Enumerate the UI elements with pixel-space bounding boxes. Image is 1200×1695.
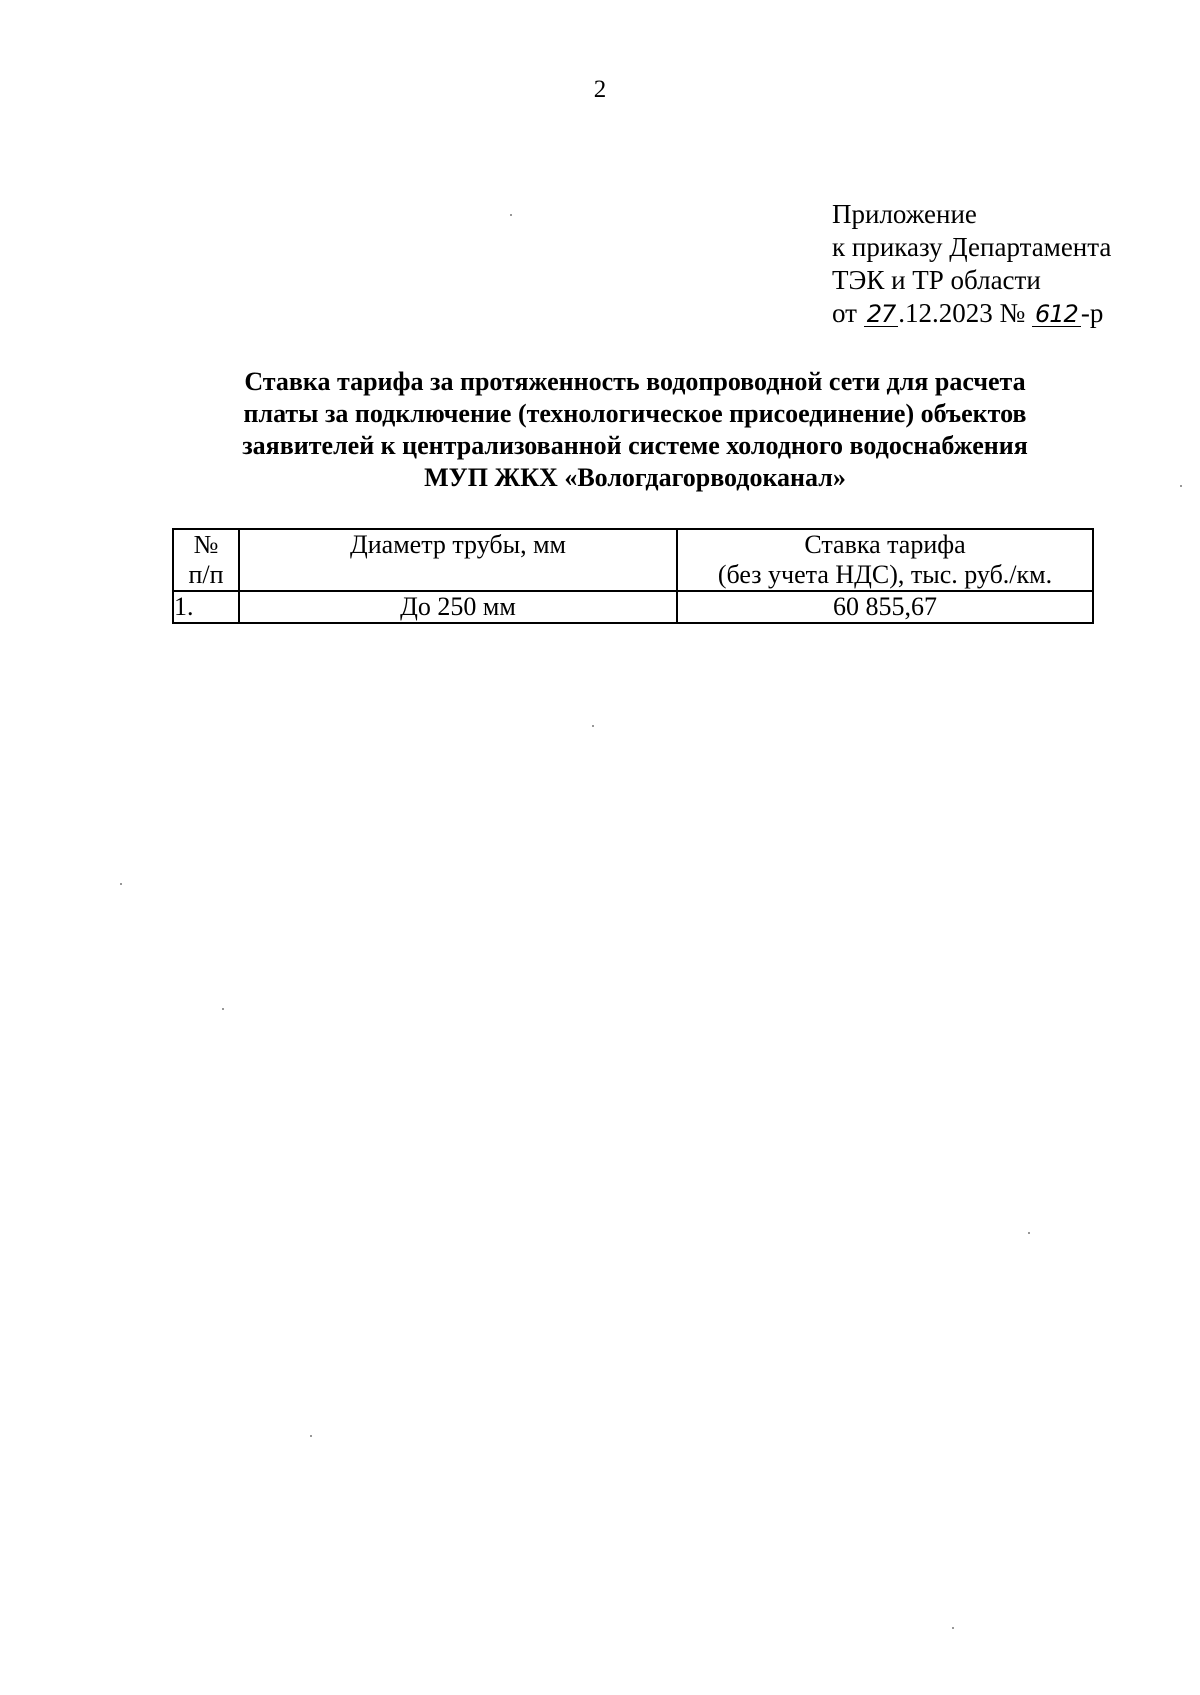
annex-line-1: Приложение [832,199,977,229]
row-rate: 60 855,67 [677,591,1093,623]
title-line-3: заявителей к централизованной системе холодного водоснабжения [242,431,1028,460]
date-prefix: от [832,298,857,328]
annex-line-2: к приказу Департамента [832,232,1112,262]
annex-line-3: ТЭК и ТР области [832,265,1041,295]
scan-speck [120,883,122,885]
title-line-2: платы за подключение (технологическое присоединение) объектов [243,399,1027,428]
order-suffix: -р [1080,298,1104,328]
scan-speck [510,214,512,216]
page-number: 2 [593,76,607,103]
scan-speck [1028,1232,1030,1234]
header-rate [677,529,1093,591]
scan-speck [592,725,594,727]
handwritten-order-number: 612 [1032,302,1081,327]
header-number [173,529,239,591]
header-diameter: Диаметр трубы, мм [239,529,677,591]
scan-speck [310,1435,312,1437]
scan-speck [222,1008,224,1010]
date-rest: .12.2023 № [898,298,1026,328]
header-rate-line-1: Ставка тарифа [804,530,966,559]
header-number-line-2: п/п [188,560,224,589]
scan-speck [952,1627,954,1629]
annex-block [832,198,1111,330]
title-line-1: Ставка тарифа за протяженность водопроводной сети для расчета [244,367,1026,396]
header-rate-line-2: (без учета НДС), тыс. руб./км. [717,560,1053,589]
annex-date-line [832,297,1111,330]
title-line-4: МУП ЖКХ «Вологдагорводоканал» [424,463,846,492]
handwritten-day: 27 [864,302,899,327]
document-title [170,366,1100,494]
table-header-row [173,529,1093,591]
tariff-table [172,528,1094,624]
scan-speck [1180,485,1182,487]
row-diameter: До 250 мм [239,591,677,623]
row-number: 1. [173,591,239,623]
header-number-line-1: № [193,530,219,559]
table-row [173,591,1093,623]
